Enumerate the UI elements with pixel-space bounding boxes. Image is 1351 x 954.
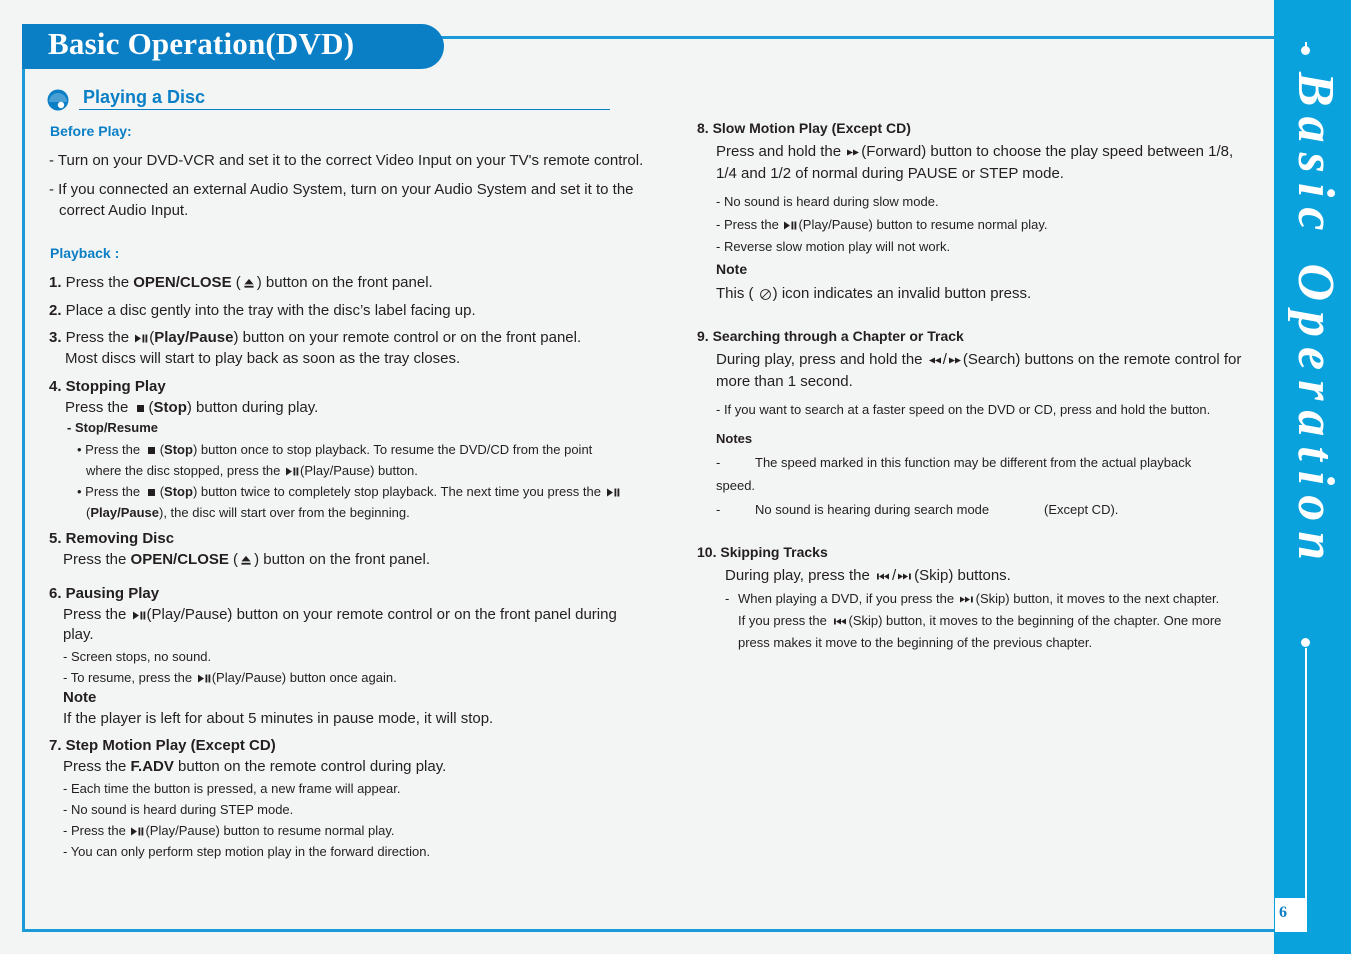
stop-resume-bullet-1: • Press the (Stop) button once to stop playback. To resume the DVD/CD from the point bbox=[77, 442, 593, 457]
slow-motion-note-label: Note bbox=[716, 261, 748, 277]
section-rule bbox=[79, 109, 610, 110]
search-note-2: The speed marked in this function may be different from the actual playback bbox=[755, 455, 1192, 470]
play-pause-icon bbox=[783, 220, 797, 231]
play-pause-icon bbox=[197, 673, 211, 684]
search-note-3-cont: (Except CD). bbox=[1044, 502, 1119, 517]
skipping-text: During play, press the / (Skip) buttons. bbox=[725, 567, 1011, 584]
skip-prev-icon bbox=[875, 571, 891, 582]
removing-disc-heading: 5. Removing Disc bbox=[49, 530, 175, 547]
page-number: 6 bbox=[1279, 904, 1287, 921]
step-motion-heading: 7. Step Motion Play (Except CD) bbox=[49, 737, 276, 754]
pausing-play-note-2: - To resume, press the (Play/Pause) button once again. bbox=[63, 670, 397, 685]
frame-left-rule bbox=[22, 60, 25, 932]
side-line-bottom bbox=[1305, 648, 1307, 898]
slow-motion-note-1: - No sound is heard during slow mode. bbox=[716, 194, 939, 209]
step-motion-text: Press the F.ADV button on the remote control during play. bbox=[63, 758, 447, 775]
play-pause-icon bbox=[285, 466, 299, 477]
stop-icon bbox=[134, 403, 148, 414]
eject-icon bbox=[242, 278, 256, 289]
search-notes-label: Notes bbox=[716, 431, 753, 446]
before-play-item-2-cont: correct Audio Input. bbox=[59, 202, 189, 219]
side-dot-bottom bbox=[1301, 638, 1310, 647]
pausing-play-note-text: If the player is left for about 5 minutes in pause mode, it will stop. bbox=[63, 710, 494, 727]
search-heading: 9. Searching through a Chapter or Track bbox=[697, 328, 964, 344]
skip-prev-icon bbox=[832, 616, 848, 627]
stop-resume-bullet-1-cont: where the disc stopped, press the (Play/Pause) button. bbox=[86, 463, 418, 478]
slow-motion-text: Press and hold the (Forward) button to choose the play speed between 1/8, bbox=[716, 143, 1234, 160]
step-motion-note-4: - You can only perform step motion play in the forward direction. bbox=[63, 844, 431, 859]
skipping-note-dash: - bbox=[725, 591, 730, 606]
forward-icon bbox=[846, 147, 860, 158]
invalid-icon bbox=[759, 288, 772, 301]
search-note-2-dash: - bbox=[716, 455, 721, 470]
before-play-item-1: - Turn on your DVD-VCR and set it to the correct Video Input on your TV's remote control. bbox=[49, 152, 644, 169]
frame-top-rule bbox=[440, 36, 1278, 39]
stop-resume-bullet-2: • Press the (Stop) button twice to completely stop playback. The next time you press the bbox=[77, 484, 621, 499]
skip-next-icon bbox=[897, 571, 913, 582]
frame-bottom-rule bbox=[22, 929, 1278, 932]
side-title: Basic Operation bbox=[1287, 72, 1344, 571]
slow-motion-note-3: - Reverse slow motion play will not work. bbox=[716, 239, 951, 254]
eject-icon bbox=[239, 555, 253, 566]
playback-label: Playback : bbox=[50, 245, 120, 261]
step-3: 3. Press the (Play/Pause) button on your remote control or on the front panel. bbox=[49, 329, 582, 346]
side-dot-top bbox=[1301, 46, 1310, 55]
before-play-label: Before Play: bbox=[50, 123, 132, 139]
pausing-play-heading: 6. Pausing Play bbox=[49, 585, 160, 602]
step-3-cont: Most discs will start to play back as soon as the tray closes. bbox=[65, 350, 461, 367]
stop-icon bbox=[145, 487, 159, 498]
step-2: 2. Place a disc gently into the tray with the disc’s label facing up. bbox=[49, 302, 476, 319]
slow-motion-text-cont: 1/4 and 1/2 of normal during PAUSE or STEP mode. bbox=[716, 165, 1064, 182]
stop-icon bbox=[145, 445, 159, 456]
step-motion-note-3: - Press the (Play/Pause) button to resume normal play. bbox=[63, 823, 395, 838]
stopping-play-heading: 4. Stopping Play bbox=[49, 378, 166, 395]
play-pause-icon bbox=[134, 333, 148, 344]
step-1: 1. Press the OPEN/CLOSE ( ) button on the front panel. bbox=[49, 274, 433, 291]
pausing-play-text-cont: play. bbox=[63, 626, 94, 643]
stop-resume-bullet-2-cont: (Play/Pause), the disc will start over from the beginning. bbox=[86, 505, 410, 520]
search-note-3-dash: - bbox=[716, 502, 721, 517]
disc-icon bbox=[47, 89, 69, 111]
removing-disc-text: Press the OPEN/CLOSE ( ) button on the front panel. bbox=[63, 551, 431, 568]
section-title: Playing a Disc bbox=[83, 87, 206, 107]
rewind-icon bbox=[928, 355, 942, 366]
skipping-note-1: When playing a DVD, if you press the (Skip) button, it moves to the next chapter. bbox=[738, 591, 1220, 606]
skip-next-icon bbox=[959, 594, 975, 605]
slow-motion-note-2: - Press the (Play/Pause) button to resume normal play. bbox=[716, 217, 1048, 232]
play-pause-icon bbox=[606, 487, 620, 498]
search-text: During play, press and hold the / (Search) buttons on the remote control for bbox=[716, 351, 1242, 368]
slow-motion-heading: 8. Slow Motion Play (Except CD) bbox=[697, 120, 911, 136]
stopping-play-text: Press the (Stop) button during play. bbox=[65, 399, 319, 416]
stop-resume-subheading: - Stop/Resume bbox=[67, 420, 159, 435]
search-note-3: No sound is hearing during search mode bbox=[755, 502, 990, 517]
play-pause-icon bbox=[132, 610, 146, 621]
slow-motion-note-text: This ( ) icon indicates an invalid button press. bbox=[716, 285, 1032, 302]
forward-icon bbox=[948, 355, 962, 366]
play-pause-icon bbox=[130, 826, 144, 837]
pausing-play-note-label: Note bbox=[63, 689, 97, 706]
before-play-item-2: - If you connected an external Audio System, turn on your Audio System and set it to the bbox=[49, 181, 634, 198]
skipping-heading: 10. Skipping Tracks bbox=[697, 544, 828, 560]
search-note-1: - If you want to search at a faster speed on the DVD or CD, press and hold the button. bbox=[716, 402, 1211, 417]
skipping-note-3: press makes it move to the beginning of the previous chapter. bbox=[738, 635, 1093, 650]
page-title: Basic Operation(DVD) bbox=[48, 26, 355, 61]
search-text-cont: more than 1 second. bbox=[716, 373, 853, 390]
skipping-note-2: If you press the (Skip) button, it moves to the beginning of the chapter. One more bbox=[738, 613, 1222, 628]
step-motion-note-1: - Each time the button is pressed, a new frame will appear. bbox=[63, 781, 401, 796]
pausing-play-text: Press the (Play/Pause) button on your remote control or on the front panel during bbox=[63, 606, 617, 623]
search-note-2-cont: speed. bbox=[716, 478, 756, 493]
step-motion-note-2: - No sound is heard during STEP mode. bbox=[63, 802, 294, 817]
pausing-play-note-1: - Screen stops, no sound. bbox=[63, 649, 212, 664]
